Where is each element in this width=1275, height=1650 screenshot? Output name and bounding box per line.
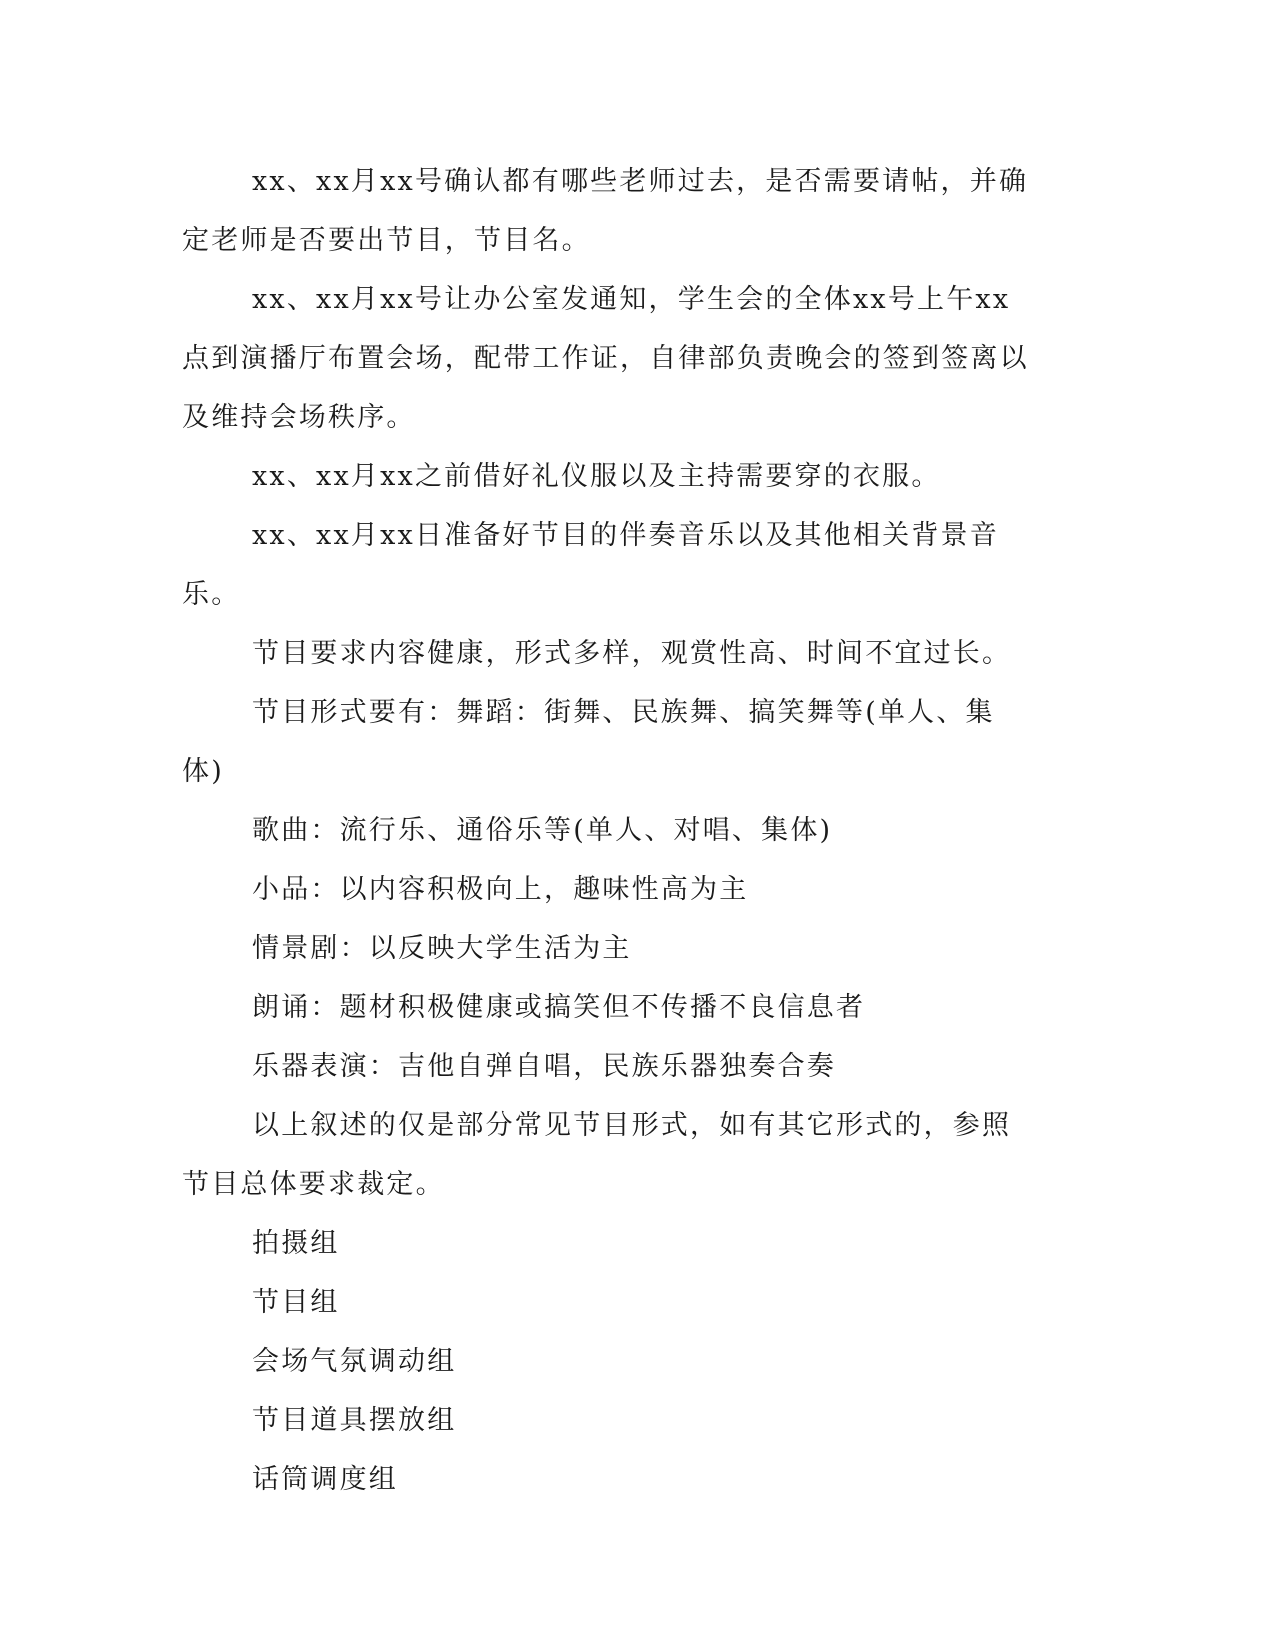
group-program: 节目组 bbox=[252, 1287, 340, 1318]
paragraph-borrow-clothes: xx、xx月xx之前借好礼仪服以及主持需要穿的衣服。 bbox=[252, 461, 941, 492]
paragraph-office-notice: xx、xx月xx号让办公室发通知，学生会的全体xx号上午xx点到演播厅布置会场，配带工作证，自律部负责晚会的签到签离以及维持会场秩序。 bbox=[182, 284, 1029, 433]
paragraph-prepare-music: xx、xx月xx日准备好节目的伴奏音乐以及其他相关背景音乐。 bbox=[182, 520, 999, 610]
group-atmosphere: 会场气氛调动组 bbox=[252, 1346, 457, 1377]
group-props: 节目道具摆放组 bbox=[252, 1405, 457, 1436]
paragraph-dance-forms: 节目形式要有：舞蹈：街舞、民族舞、搞笑舞等(单人、集体) bbox=[182, 697, 995, 787]
paragraph-song-forms: 歌曲：流行乐、通俗乐等(单人、对唱、集体) bbox=[252, 815, 833, 846]
group-photography: 拍摄组 bbox=[252, 1228, 340, 1259]
paragraph-teacher-confirmation: xx、xx月xx号确认都有哪些老师过去，是否需要请帖，并确定老师是否要出节目，节目名。 bbox=[182, 166, 1029, 256]
paragraph-program-requirements: 节目要求内容健康，形式多样，观赏性高、时间不宜过长。 bbox=[252, 638, 1012, 669]
paragraph-skit: 小品：以内容积极向上，趣味性高为主 bbox=[252, 874, 749, 905]
document-body bbox=[182, 152, 1032, 1509]
paragraph-other-forms: 以上叙述的仅是部分常见节目形式，如有其它形式的，参照节目总体要求裁定。 bbox=[182, 1110, 1012, 1200]
group-microphone: 话筒调度组 bbox=[252, 1464, 398, 1495]
paragraph-recitation: 朗诵：题材积极健康或搞笑但不传播不良信息者 bbox=[252, 992, 866, 1023]
paragraph-sitcom: 情景剧：以反映大学生活为主 bbox=[252, 933, 632, 964]
paragraph-instrument: 乐器表演：吉他自弹自唱，民族乐器独奏合奏 bbox=[252, 1051, 836, 1082]
